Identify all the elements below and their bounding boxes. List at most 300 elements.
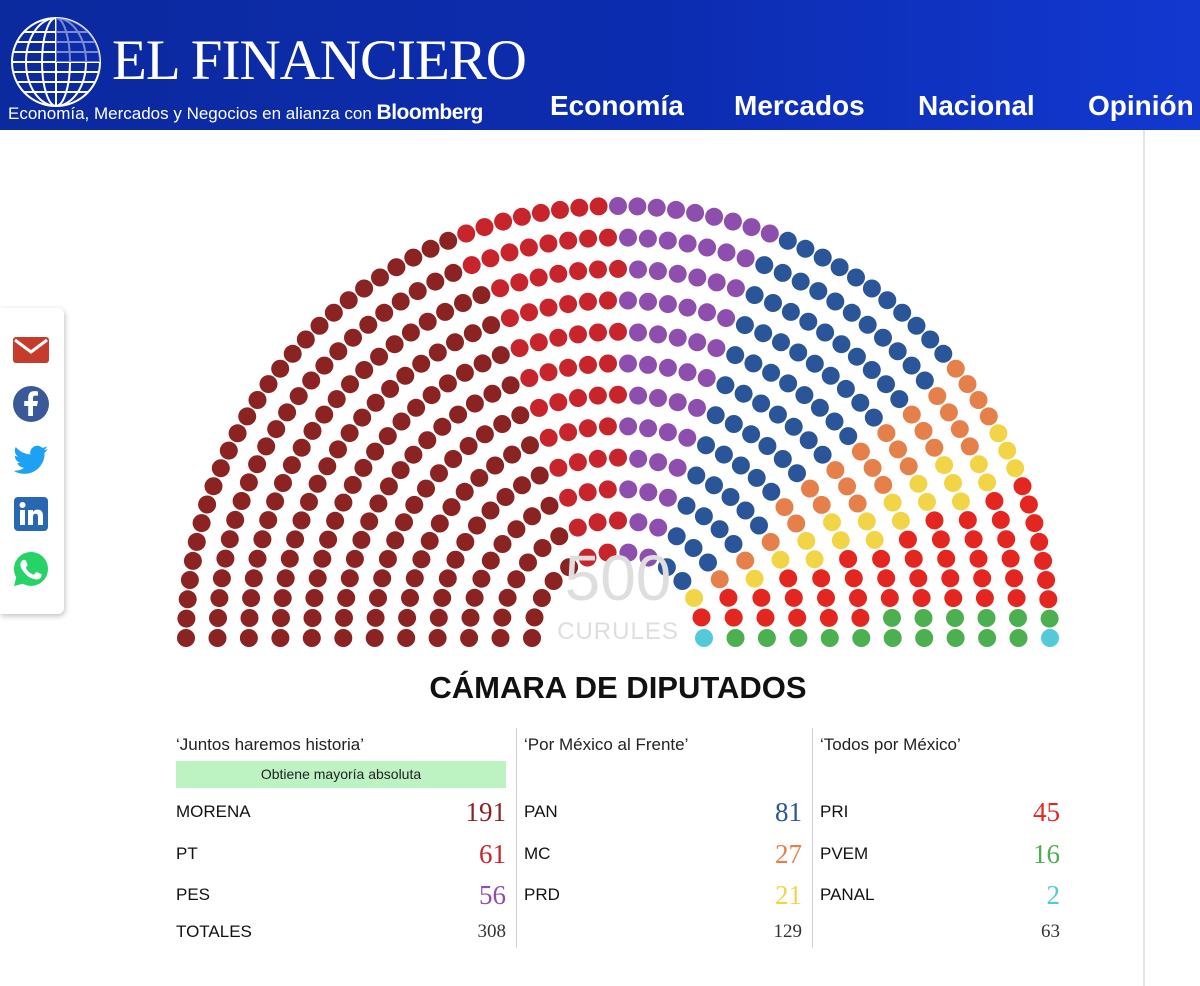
seat-pes — [707, 339, 725, 357]
seat-prd — [866, 531, 884, 549]
seat-pan — [800, 431, 818, 449]
seat-pri — [1008, 589, 1026, 607]
seat-prd — [772, 551, 790, 569]
seat-pri — [725, 609, 743, 627]
seat-morena — [449, 406, 467, 424]
party-name: PRI — [820, 802, 849, 821]
seat-pes — [629, 261, 647, 279]
seat-pt — [494, 213, 512, 231]
seat-morena — [334, 629, 352, 647]
seat-morena — [373, 569, 391, 587]
seat-morena — [245, 569, 263, 587]
seat-morena — [423, 386, 441, 404]
seat-pri — [944, 589, 962, 607]
seat-pan — [809, 282, 827, 300]
seat-prd — [909, 475, 927, 493]
seat-pan — [754, 324, 772, 342]
seat-pt — [549, 329, 567, 347]
seat-morena — [396, 367, 414, 385]
seat-morena — [335, 609, 353, 627]
seat-pan — [726, 346, 744, 364]
seat-prd — [746, 570, 764, 588]
seat-pan — [814, 249, 832, 267]
coalition-name: ‘Juntos haremos historia’ — [176, 735, 365, 754]
seat-pt — [569, 519, 587, 537]
seat-morena — [359, 316, 377, 334]
seat-morena — [426, 273, 444, 291]
seat-pt — [457, 225, 475, 243]
seat-pan — [678, 497, 696, 515]
seat-pes — [659, 232, 677, 250]
seat-prd — [823, 513, 841, 531]
seat-pan — [877, 375, 895, 393]
seat-pt — [599, 417, 617, 435]
seat-pan — [826, 413, 844, 431]
seat-pes — [727, 279, 745, 297]
seat-pes — [679, 363, 697, 381]
party-seats: 27 — [775, 839, 802, 869]
seat-pri — [1034, 552, 1052, 570]
seat-morena — [446, 333, 464, 351]
seat-prd — [978, 473, 996, 491]
seat-pri — [992, 511, 1010, 529]
seat-pt — [540, 299, 558, 317]
seat-morena — [212, 459, 230, 477]
seat-pt — [476, 218, 494, 236]
seat-pri — [932, 530, 950, 548]
seat-pan — [916, 372, 934, 390]
seat-pt — [569, 453, 587, 471]
seat-morena — [253, 530, 271, 548]
seat-pri — [976, 589, 994, 607]
seat-morena — [184, 552, 202, 570]
seat-pri — [845, 569, 863, 587]
seat-morena — [521, 436, 539, 454]
seat-morena — [303, 629, 321, 647]
seat-pes — [698, 369, 716, 387]
seat-pes — [667, 201, 685, 219]
seat-pt — [559, 423, 577, 441]
seat-morena — [405, 496, 423, 514]
seat-morena — [354, 459, 372, 477]
seat-prd — [998, 442, 1016, 460]
seat-morena — [472, 570, 490, 588]
seat-pt — [559, 359, 577, 377]
seat-pt — [579, 230, 597, 248]
seat-pri — [1037, 571, 1055, 589]
seat-morena — [233, 492, 251, 510]
seat-mc — [980, 407, 998, 425]
seat-pan — [750, 517, 768, 535]
seat-pt — [549, 265, 567, 283]
seat-pt — [513, 208, 531, 226]
seat-pri — [1020, 496, 1038, 514]
seat-pan — [921, 331, 939, 349]
seat-pt — [549, 393, 567, 411]
seat-pan — [705, 476, 723, 494]
seat-pt — [599, 480, 617, 498]
seat-morena — [381, 380, 399, 398]
seat-pes — [698, 303, 716, 321]
party-seats: 81 — [775, 797, 802, 827]
seat-pt — [569, 325, 587, 343]
seat-pan — [863, 280, 881, 298]
seat-morena — [367, 609, 385, 627]
content-divider — [1143, 130, 1145, 986]
seat-morena — [353, 409, 371, 427]
seat-pes — [724, 213, 742, 231]
seat-morena — [329, 342, 347, 360]
seat-pvem — [727, 629, 745, 647]
seat-morena — [482, 552, 500, 570]
seat-morena — [309, 475, 327, 493]
seat-pes — [639, 356, 657, 374]
seat-mc — [889, 440, 907, 458]
seat-pan — [752, 395, 770, 413]
seat-pan — [772, 333, 790, 351]
seat-pt — [579, 356, 597, 374]
seat-prd — [970, 455, 988, 473]
seat-pan — [725, 535, 743, 553]
seat-pvem — [758, 629, 776, 647]
seat-pri — [941, 569, 959, 587]
seat-pan — [785, 418, 803, 436]
seat-morena — [494, 535, 512, 553]
seat-morena — [541, 497, 559, 515]
seat-prd — [892, 512, 910, 530]
party-name: PANAL — [820, 885, 875, 904]
seat-morena — [271, 629, 289, 647]
seat-pan — [774, 264, 792, 282]
seat-mc — [959, 375, 977, 393]
seat-morena — [267, 420, 285, 438]
seat-morena — [493, 415, 511, 433]
seat-pri — [849, 589, 867, 607]
seat-pes — [659, 359, 677, 377]
seat-morena — [429, 344, 447, 362]
seat-mc — [849, 495, 867, 513]
seat-pan — [746, 286, 764, 304]
seat-pri — [905, 550, 923, 568]
seat-pt — [549, 459, 567, 477]
column-divider — [812, 728, 813, 948]
seat-morena — [483, 385, 501, 403]
seat-pt — [609, 512, 627, 530]
seat-morena — [259, 511, 277, 529]
seat-morena — [302, 372, 320, 390]
chart-title: CÁMARA DE DIPUTADOS — [429, 670, 807, 705]
seat-pri — [881, 589, 899, 607]
nav-economia[interactable]: Economía — [550, 90, 684, 121]
seat-morena — [486, 457, 504, 475]
seat-pt — [569, 262, 587, 280]
seat-pt — [501, 309, 519, 327]
party-name: PRD — [524, 885, 560, 904]
seat-pes — [659, 295, 677, 313]
seat-mc — [915, 422, 933, 440]
seat-mc — [961, 437, 979, 455]
seat-prd — [832, 531, 850, 549]
seat-mc — [903, 406, 921, 424]
seat-morena — [404, 446, 422, 464]
seat-morena — [193, 514, 211, 532]
seat-morena — [482, 316, 500, 334]
totals-label: TOTALES — [176, 922, 252, 941]
seat-morena — [433, 418, 451, 436]
party-name: MC — [524, 844, 551, 863]
seat-morena — [369, 589, 387, 607]
seat-pt — [579, 293, 597, 311]
partner-logo: Bloomberg — [376, 101, 483, 124]
seat-pt — [599, 355, 617, 373]
seat-mc — [762, 533, 780, 551]
seat-morena — [340, 291, 358, 309]
party-seats: 191 — [465, 797, 506, 827]
seat-pt — [520, 239, 538, 257]
seat-morena — [319, 531, 337, 549]
seat-pt — [609, 260, 627, 278]
seat-pri — [909, 569, 927, 587]
seat-pes — [619, 355, 637, 373]
total-seats-label: CURULES — [557, 618, 679, 645]
seat-morena — [468, 517, 486, 535]
seat-prd — [797, 532, 815, 550]
seat-pes — [609, 197, 627, 215]
seat-morena — [315, 357, 333, 375]
seat-pes — [669, 459, 687, 477]
seat-mc — [925, 439, 943, 457]
seat-morena — [179, 590, 197, 608]
seat-morena — [392, 461, 410, 479]
seat-pan — [788, 464, 806, 482]
majority-badge: Obtiene mayoría absoluta — [176, 761, 506, 788]
seat-morena — [274, 474, 292, 492]
seat-morena — [366, 443, 384, 461]
seat-morena — [300, 493, 318, 511]
seat-pvem — [946, 609, 964, 627]
party-row — [176, 838, 506, 868]
seat-morena — [431, 515, 449, 533]
site-header — [0, 0, 1200, 130]
seat-morena — [476, 425, 494, 443]
party-row — [176, 879, 506, 909]
seat-pt — [559, 489, 577, 507]
seat-morena — [502, 376, 520, 394]
seat-mc — [813, 496, 831, 514]
seat-prd — [935, 456, 953, 474]
seat-pri — [779, 569, 797, 587]
brand-wordmark[interactable]: EL FINANCIERO — [112, 29, 526, 92]
seat-morena — [341, 424, 359, 442]
seat-morena — [210, 589, 228, 607]
seat-pes — [629, 387, 647, 405]
seat-pes — [679, 299, 697, 317]
seat-morena — [337, 589, 355, 607]
seat-pt — [532, 204, 550, 222]
seat-morena — [277, 569, 295, 587]
seat-pri — [817, 589, 835, 607]
seat-morena — [220, 442, 238, 460]
seat-morena — [393, 413, 411, 431]
seat-pvem — [852, 629, 870, 647]
seat-pt — [599, 229, 617, 247]
nav-nacional[interactable]: Nacional — [918, 90, 1035, 121]
nav-opinion[interactable]: Opinión — [1088, 90, 1194, 121]
seat-pri — [719, 589, 737, 607]
seat-morena — [417, 480, 435, 498]
seat-pt — [491, 279, 509, 297]
globe-logo-icon[interactable] — [8, 14, 104, 110]
seat-pri — [926, 511, 944, 529]
seat-morena — [402, 324, 420, 342]
seat-pan — [848, 348, 866, 366]
seat-pri — [812, 569, 830, 587]
seat-pt — [589, 513, 607, 531]
party-seats: 21 — [775, 880, 802, 910]
seat-morena — [318, 457, 336, 475]
seat-morena — [344, 329, 362, 347]
party-name: MORENA — [176, 802, 251, 821]
seat-morena — [226, 511, 244, 529]
seat-morena — [257, 437, 275, 455]
seat-morena — [272, 609, 290, 627]
seat-pan — [716, 376, 734, 394]
seat-morena — [177, 610, 195, 628]
seat-pan — [737, 502, 755, 520]
party-row — [524, 879, 802, 909]
seat-morena — [266, 492, 284, 510]
seat-morena — [198, 496, 216, 514]
seat-pvem — [915, 609, 933, 627]
seat-pt — [589, 261, 607, 279]
seat-morena — [341, 569, 359, 587]
seat-mc — [874, 476, 892, 494]
seat-pan — [893, 304, 911, 322]
seat-morena — [284, 345, 302, 363]
seat-morena — [430, 609, 448, 627]
seat-pt — [530, 333, 548, 351]
seat-prd — [858, 512, 876, 530]
seat-pes — [679, 235, 697, 253]
seat-morena — [395, 513, 413, 531]
seat-pvem — [821, 629, 839, 647]
seat-pan — [934, 345, 952, 363]
seat-pri — [872, 550, 890, 568]
seat-morena — [439, 232, 457, 250]
seat-pes — [761, 225, 779, 243]
seat-pes — [629, 324, 647, 342]
seat-pan — [774, 450, 792, 468]
seat-pan — [832, 335, 850, 353]
seat-pes — [619, 229, 637, 247]
seat-pan — [764, 294, 782, 312]
seat-morena — [531, 467, 549, 485]
seat-pri — [851, 609, 869, 627]
seat-pes — [743, 218, 761, 236]
seat-morena — [326, 512, 344, 530]
seat-pt — [520, 369, 538, 387]
seat-morena — [325, 304, 343, 322]
seat-morena — [355, 280, 373, 298]
coalition-total: 63 — [1041, 921, 1060, 942]
seat-morena — [328, 390, 346, 408]
seat-morena — [460, 437, 478, 455]
seat-morena — [397, 629, 415, 647]
seat-mc — [787, 515, 805, 533]
seat-pri — [1030, 533, 1048, 551]
seat-morena — [493, 609, 511, 627]
seat-pan — [796, 240, 814, 258]
seat-pri — [839, 550, 857, 568]
seat-morena — [503, 446, 521, 464]
seat-pt — [579, 483, 597, 501]
seat-mc — [864, 459, 882, 477]
seat-pes — [717, 309, 735, 327]
seat-morena — [209, 609, 227, 627]
seat-pan — [843, 304, 861, 322]
seat-pes — [639, 483, 657, 501]
seat-pvem — [884, 629, 902, 647]
seat-pes — [708, 273, 726, 291]
tagline-text: Economía, Mercados y Negocios en alianza con — [8, 104, 372, 123]
nav-mercados[interactable]: Mercados — [734, 90, 865, 121]
seat-pt — [530, 399, 548, 417]
seat-morena — [429, 629, 447, 647]
seat-mc — [877, 424, 895, 442]
seat-pri — [752, 589, 770, 607]
seat-pan — [831, 258, 849, 276]
seat-morena — [444, 450, 462, 468]
seat-pan — [908, 317, 926, 335]
seat-pt — [609, 449, 627, 467]
seat-pt — [540, 429, 558, 447]
seat-morena — [370, 348, 388, 366]
seat-pes — [649, 262, 667, 280]
seat-morena — [304, 422, 322, 440]
seat-morena — [221, 530, 239, 548]
seat-mc — [801, 480, 819, 498]
seat-morena — [352, 531, 370, 549]
seat-morena — [281, 550, 299, 568]
seat-pan — [822, 367, 840, 385]
seat-morena — [213, 569, 231, 587]
seat-morena — [523, 507, 541, 525]
seat-morena — [386, 335, 404, 353]
seat-morena — [380, 477, 398, 495]
seat-pan — [859, 316, 877, 334]
seat-pri — [1005, 569, 1023, 587]
party-row — [524, 838, 802, 868]
seat-pvem — [978, 609, 996, 627]
seat-pvem — [947, 629, 965, 647]
seat-morena — [456, 364, 474, 382]
seat-morena — [366, 629, 384, 647]
seat-morena — [387, 258, 405, 276]
seat-morena — [421, 532, 439, 550]
seat-morena — [379, 550, 397, 568]
party-row — [820, 879, 1060, 909]
seat-pes — [628, 197, 646, 215]
seat-pan — [715, 446, 733, 464]
seat-panal — [1041, 629, 1059, 647]
seat-pan — [874, 329, 892, 347]
seat-morena — [407, 399, 425, 417]
seat-pes — [659, 489, 677, 507]
seat-mc — [900, 457, 918, 475]
seat-pri — [913, 589, 931, 607]
seat-pt — [520, 303, 538, 321]
seat-pri — [959, 511, 977, 529]
